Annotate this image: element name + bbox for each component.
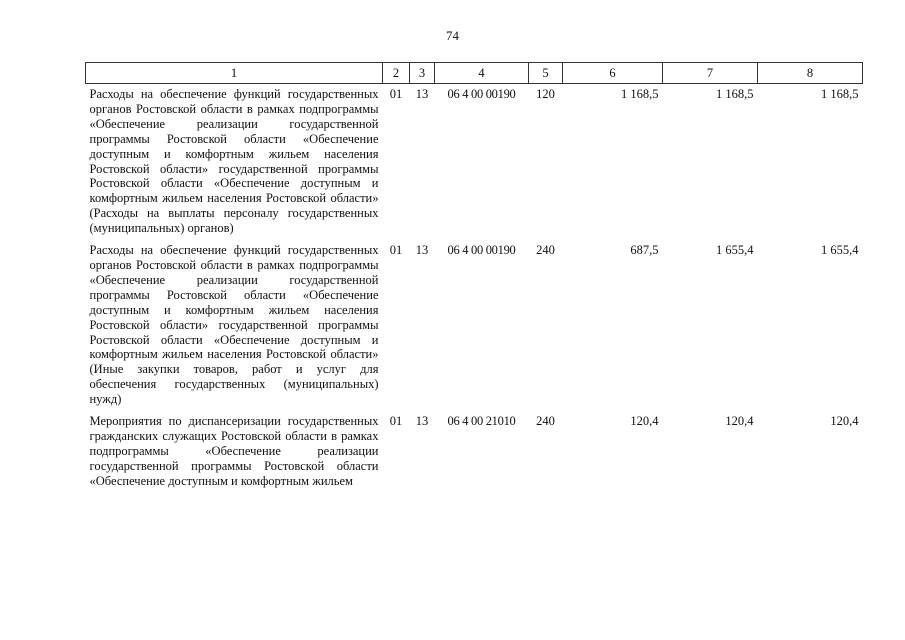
row-subsection-code: 13	[415, 243, 429, 258]
header-col-7: 7	[663, 63, 758, 84]
row-target-code: 06 4 00 00190	[447, 243, 516, 258]
header-row	[86, 63, 863, 84]
table-row	[86, 240, 863, 411]
header-col-5: 5	[529, 63, 563, 84]
row-amount-col-7: 1 655,4	[716, 243, 754, 258]
page-number: 74	[446, 28, 459, 43]
row-subsection-code: 13	[415, 414, 429, 429]
table-row	[86, 84, 863, 241]
row-description: Расходы на обеспечение функций государственных органов Ростовской области в рамках подпрограммы «Обеспечение реализации государственной программы Ростовской области «Обеспечение доступным и комфортным жильем населения Ростовской области» государственной программы Ростовской области «Обеспечение доступным и комфортным жильем населения Ростовской области» (Иные закупки товаров, работ и услуг для обеспечения государственных (муниципальных) нужд)	[89, 243, 379, 407]
row-description: Мероприятия по диспансеризации государственных гражданских служащих Ростовской области в рамках подпрограммы «Обеспечение реализации государственной программы Ростовской области «Обеспечение доступным и комфортным жильем	[89, 414, 379, 488]
row-expense-type: 240	[536, 243, 555, 258]
row-section-code: 01	[389, 243, 403, 258]
row-amount-col-6: 687,5	[630, 243, 659, 258]
row-target-code: 06 4 00 21010	[447, 414, 516, 429]
budget-table	[85, 62, 863, 493]
row-description: Расходы на обеспечение функций государственных органов Ростовской области в рамках подпрограммы «Обеспечение реализации государственной программы Ростовской области «Обеспечение доступным и комфортным жильем населения Ростовской области» государственной программы Ростовской области «Обеспечение доступным и комфортным жильем населения Ростовской области» (Расходы на выплаты персоналу государственных (муниципальных) органов)	[89, 87, 379, 236]
row-subsection-code: 13	[415, 87, 429, 101]
row-amount-col-6: 120,4	[630, 414, 659, 429]
header-col-6: 6	[563, 63, 663, 84]
row-section-code: 01	[389, 414, 403, 429]
row-amount-col-8: 1 168,5	[821, 87, 859, 101]
header-col-3: 3	[410, 63, 435, 84]
row-expense-type: 120	[536, 87, 555, 101]
row-amount-col-8: 120,4	[830, 414, 859, 429]
row-expense-type: 240	[536, 414, 555, 429]
row-amount-col-7: 120,4	[725, 414, 754, 429]
row-amount-col-6: 1 168,5	[621, 87, 659, 101]
row-section-code: 01	[389, 87, 403, 101]
header-col-8: 8	[758, 63, 863, 84]
row-amount-col-7: 1 168,5	[716, 87, 754, 101]
table-row	[86, 411, 863, 493]
header-col-2: 2	[383, 63, 410, 84]
header-col-4: 4	[435, 63, 529, 84]
row-target-code: 06 4 00 00190	[447, 87, 516, 101]
header-col-1: 1	[86, 63, 383, 84]
row-amount-col-8: 1 655,4	[821, 243, 859, 258]
